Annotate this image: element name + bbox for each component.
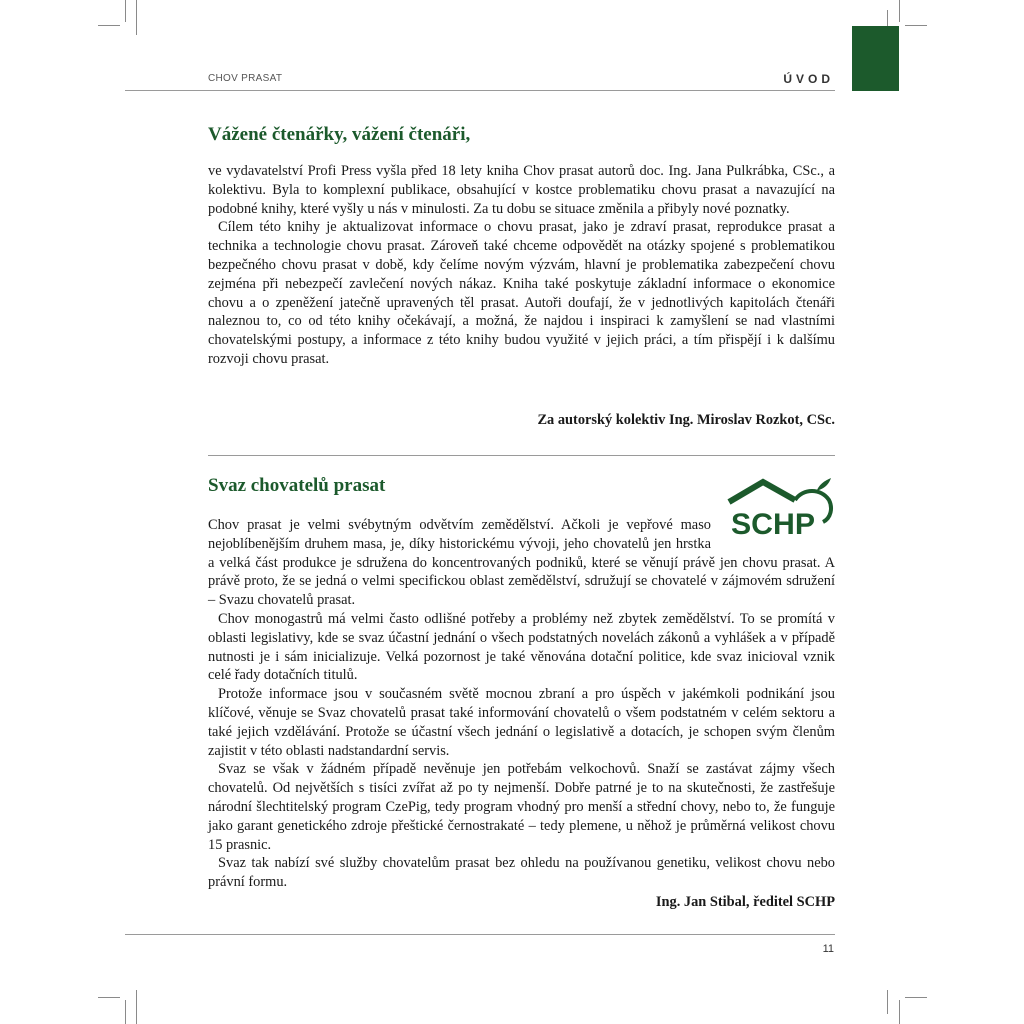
crop-mark: [136, 0, 137, 35]
crop-mark: [136, 990, 137, 1024]
header-rule: [125, 90, 835, 91]
intro-heading: Vážené čtenářky, vážení čtenáři,: [208, 124, 471, 145]
crop-mark: [905, 25, 927, 26]
svaz-paragraph: Svaz tak nabízí své služby chovatelům prasat bez ohledu na používanou genetiku, velikost chovu nebo právní formu.: [208, 855, 835, 891]
intro-paragraph: ve vydavatelství Profi Press vyšla před 18 lety kniha Chov prasat autorů doc. Ing. Jana Pulkrábka, CSc., a kolektivu. Byla to komplexní publikace, obsahující v kostce problematiku chovu prasat a navazující na podobné knihy, které vyšly u nás v minulosti. Za tu dobu se situace změnila a přibyly nové poznatky.: [208, 163, 835, 217]
running-head: CHOV PRASAT: [208, 73, 283, 84]
crop-mark: [98, 25, 120, 26]
section-divider: [208, 455, 835, 456]
intro-text: [208, 162, 835, 369]
svaz-paragraph: Chov prasat je velmi svébytným odvětvím zemědělství. Ačkoli je vepřové maso nejoblíbenějším druhem masa, je, díky historickému vývoji, jeho chovatelů jen hrstka a velká část produkce je sdružena do koncentrovaných podniků, které se věnují právě jen chovu prasat. A právě proto, že se jedná o velmi specifickou oblast zemědělství, sdružují se chovatelé v zájmovém sdružení – Svazu chovatelů prasat.: [208, 517, 835, 609]
intro-signature: Za autorský kolektiv Ing. Miroslav Rozkot, CSc.: [537, 412, 835, 428]
crop-mark: [125, 1000, 126, 1024]
crop-mark: [125, 0, 126, 22]
svaz-heading: Svaz chovatelů prasat: [208, 475, 386, 496]
chapter-tab-marker: [852, 26, 899, 91]
footer-rule: [125, 934, 835, 935]
crop-mark: [899, 1000, 900, 1024]
svaz-signature: Ing. Jan Stibal, ředitel SCHP: [655, 894, 835, 910]
crop-mark: [887, 990, 888, 1014]
intro-paragraph: Cílem této knihy je aktualizovat informace o chovu prasat, jako je zdraví prasat, reprodukce prasat a technika a technologie chovu prasat. Zároveň také chceme odpovědět na otázky spojené s problematikou bezpečného chovu prasat v době, kdy čelíme novým výzvám, hlavní je problematika zabezpečení chovu zejména při nebezpečí zavlečení nových nákaz. Kniha také poskytuje základní informace o ekonomice chovu a o zpeněžení jatečně upravených těl prasat. Autoři doufají, že v jednotlivých kapitolách čtenáři naleznou to, co od této knihy očekávají, a možná, že najdou i inspiraci k zamyšlení se nad vlastními chovatelskými postupy, a informace z této knihy budou využité v jejich práci, a tím přispějí i k dalšímu rozvoji chovu prasat.: [208, 219, 835, 367]
crop-mark: [899, 0, 900, 22]
crop-mark: [98, 997, 120, 998]
section-label: ÚVOD: [783, 72, 834, 86]
svaz-paragraph: Chov monogastrů má velmi často odlišné potřeby a problémy než zbytek zemědělství. To se promítá v oblasti legislativy, kde se svaz účastní jednání o všech podstatných novelách zákonů a vyhlášek a v případě nutnosti je i sám inicializuje. Velká pozornost je také věnována dotační politice, kde svaz inicioval vznik celé řady dotačních titulů.: [208, 610, 835, 684]
crop-mark: [905, 997, 927, 998]
schp-logo-graphic: [725, 476, 835, 540]
svaz-paragraph: Svaz se však v žádném případě nevěnuje jen potřebám velkochovů. Snaží se zastávat zájmy všech chovatelů. Od největších s tisíci zvířat až po ty nejmenší. Dobře patrné je to na skutečnosti, že zastřešuje národní šlechtitelský program CzePig, tedy program vhodný pro menší a střední chovy, nebo to, že funguje jako garant genetického zdroje přeštické černostrakaté – tedy plemene, u něhož je průměrná velikost chovu 15 prasnic.: [208, 761, 835, 853]
page-number: 11: [822, 943, 834, 955]
schp-logo-text: SCHP: [731, 508, 815, 540]
schp-logo: [725, 476, 835, 540]
svaz-paragraph: Protože informace jsou v současném světě mocnou zbraní a pro úspěch v jakémkoli podnikání jsou klíčové, věnuje se Svaz chovatelů prasat také informování chovatelů o všem podstatném v celém sektoru a také jejich vzdělávání. Protože se účastní všech jednání o legislativě a dotacích, je schopen svým členům zajistit v této oblasti nadstandardní servis.: [208, 686, 835, 759]
svaz-text: [208, 508, 835, 892]
